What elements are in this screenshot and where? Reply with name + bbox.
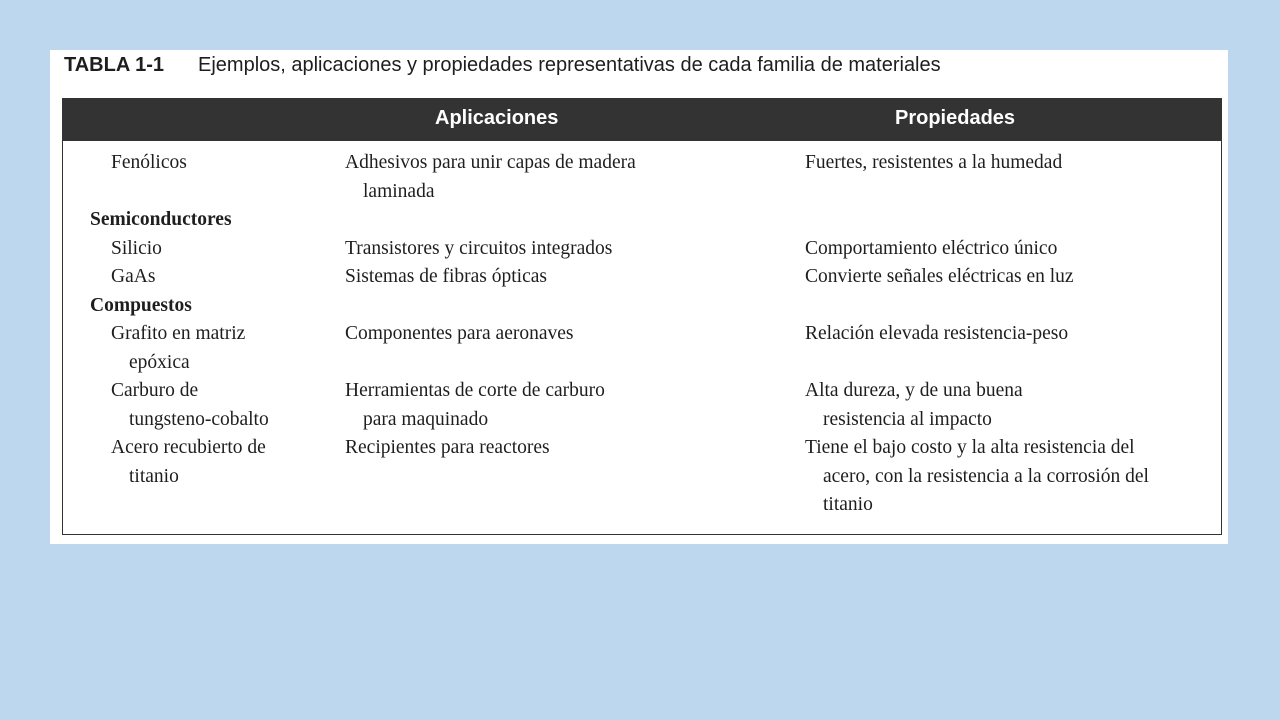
cell-text: Compuestos: [90, 294, 192, 316]
property-cell: [805, 235, 1225, 264]
cell-text: Silicio: [111, 237, 162, 259]
cell-text: titanio: [129, 465, 179, 487]
cell-text: Alta dureza, y de una buena: [805, 380, 1023, 401]
property-cell: [805, 149, 1225, 178]
cell-text: acero, con la resistencia a la corrosión del: [823, 465, 1149, 487]
material-cell: [111, 377, 341, 434]
material-cell: [111, 235, 341, 264]
property-cell: [805, 377, 1225, 434]
cell-text: Carburo de: [111, 380, 199, 401]
material-cell: [111, 149, 341, 178]
table-row: [63, 149, 1221, 206]
property-cell: [805, 320, 1225, 349]
material-cell: [111, 263, 341, 292]
cell-text: para maquinado: [363, 408, 489, 430]
material-cell: [111, 434, 341, 491]
application-cell: [345, 235, 785, 264]
table-caption: [64, 54, 941, 77]
cell-text: Tiene el bajo costo y la alta resistencia del: [805, 437, 1135, 458]
cell-text: Recipientes para reactores: [345, 437, 550, 458]
cell-text: Fuertes, resistentes a la humedad: [805, 152, 1063, 173]
cell-text: Fenólicos: [111, 152, 187, 173]
table-row: [63, 235, 1221, 264]
materials-table: [62, 98, 1222, 535]
cell-text: epóxica: [129, 351, 190, 373]
table-title: Ejemplos, aplicaciones y propiedades representativas de cada familia de materiales: [198, 54, 941, 76]
table-body: [63, 149, 1221, 520]
cell-text: Comportamiento eléctrico único: [805, 237, 1058, 259]
cell-text: Adhesivos para unir capas de madera: [345, 152, 636, 173]
property-cell: [805, 434, 1225, 520]
application-cell: [345, 263, 785, 292]
application-cell: [345, 149, 785, 206]
cell-text: resistencia al impacto: [823, 408, 992, 430]
cell-text: Transistores y circuitos integrados: [345, 237, 613, 259]
cell-text: titanio: [823, 494, 873, 515]
material-cell: [111, 320, 341, 377]
cell-text: Sistemas de fibras ópticas: [345, 266, 547, 287]
table-row: [63, 263, 1221, 292]
table-row: [63, 320, 1221, 377]
material-cell: [90, 292, 320, 321]
table-row: [63, 434, 1221, 520]
cell-text: Grafito en matriz: [111, 323, 246, 344]
cell-text: tungsteno-cobalto: [129, 408, 269, 430]
application-cell: [345, 377, 785, 434]
header-applications: Aplicaciones: [435, 107, 559, 129]
application-cell: [345, 434, 785, 463]
cell-text: GaAs: [111, 266, 156, 287]
cell-text: Relación elevada resistencia-peso: [805, 323, 1069, 344]
material-cell: [90, 206, 320, 235]
cell-text: Acero recubierto de: [111, 437, 266, 458]
table-number: TABLA 1-1: [64, 54, 164, 76]
category-row: [63, 292, 1221, 321]
cell-text: Componentes para aeronaves: [345, 323, 574, 344]
table-row: [63, 377, 1221, 434]
application-cell: [345, 320, 785, 349]
header-properties: Propiedades: [895, 107, 1016, 129]
property-cell: [805, 263, 1225, 292]
document-page: [50, 50, 1228, 544]
category-row: [63, 206, 1221, 235]
table-header: [63, 99, 1221, 141]
cell-text: Herramientas de corte de carburo: [345, 380, 605, 401]
cell-text: laminada: [363, 180, 435, 202]
cell-text: Convierte señales eléctricas en luz: [805, 266, 1074, 287]
cell-text: Semiconductores: [90, 209, 232, 230]
